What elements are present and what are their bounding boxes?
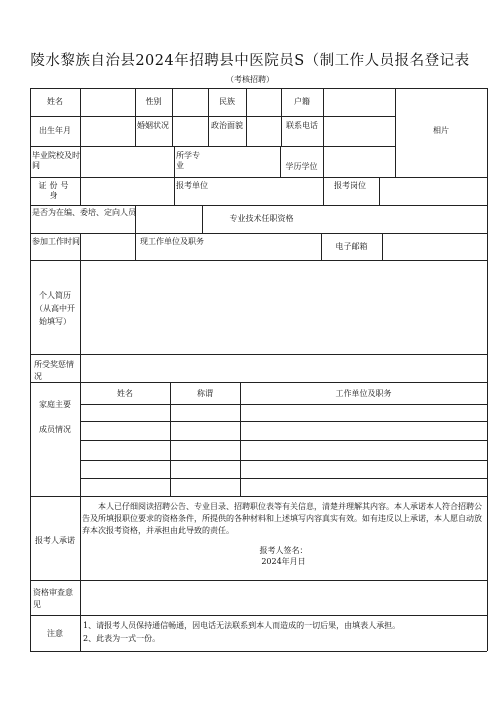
label-photo: 相片 [433, 126, 449, 135]
label-degree: 学历学位 [285, 162, 318, 171]
label-gender: 性别 [145, 97, 162, 106]
registration-form [30, 88, 487, 651]
label-review: 资格审查意见 [33, 588, 73, 609]
promise-text: 本人已仔细阅读招聘公告、专业目录、招聘职位表等有关信息，清楚并理解其内容。本人承诺本人符合招聘公告及所填报职位要求的资格条件，所提供的各种材料和上述填写内容真实有效。如有违反以上承诺，本人愿自动放弃本次报考资格，并承担由此导致的责任。 [82, 502, 482, 535]
label-hukou: 户籍 [294, 97, 310, 106]
note-item: 2、此表为一式一份。 [83, 634, 161, 643]
note-item: 1、请报考人员保持通信畅通，因电话无法联系到本人而造成的一切后果，由填表人承担。 [83, 621, 401, 630]
label-family: 家庭主要成员情况 [39, 400, 71, 434]
label-phone: 联系电话 [286, 121, 318, 130]
label-resume: 个人简历（从高中开始填写） [35, 291, 75, 326]
label-fam-relation: 称谓 [197, 389, 213, 398]
label-political: 政治面貌 [211, 121, 243, 130]
label-ethnicity: 民族 [219, 97, 235, 106]
label-in-staff: 是否为在编、委培、定向人员 [32, 208, 136, 217]
label-email: 电子邮箱 [335, 242, 368, 251]
label-birth: 出生年月 [39, 126, 71, 135]
label-unit-applied: 报考单位 [176, 181, 208, 190]
label-fam-work: 工作单位及职务 [335, 389, 392, 398]
label-name: 姓名 [47, 97, 63, 106]
form-subtitle: （考核招聘） [226, 75, 274, 84]
label-major: 所学专业 [176, 151, 200, 170]
label-current-unit: 现工作单位及职务 [140, 237, 204, 246]
promise-signature: 报考人签名： [259, 546, 308, 555]
label-school: 毕业院校及时间 [32, 151, 80, 170]
label-post-applied: 报考岗位 [334, 181, 366, 190]
label-promise: 报考人承诺 [35, 536, 75, 545]
label-marital: 婚姻状况 [137, 121, 169, 130]
form-title: 陵水黎族自治县2024年招聘县中医院员S（制工作人员报名登记表 [30, 53, 470, 69]
label-id-card: 证份号身 [38, 181, 72, 200]
label-work-start: 参加工作时间 [32, 237, 80, 246]
promise-date: 2024年月日 [261, 557, 306, 566]
label-title-qual: 专业技术任职资格 [229, 214, 294, 223]
label-fam-name: 姓名 [117, 389, 133, 398]
label-awards: 所受奖惩情况 [34, 360, 74, 381]
label-notes: 注意 [47, 629, 63, 638]
